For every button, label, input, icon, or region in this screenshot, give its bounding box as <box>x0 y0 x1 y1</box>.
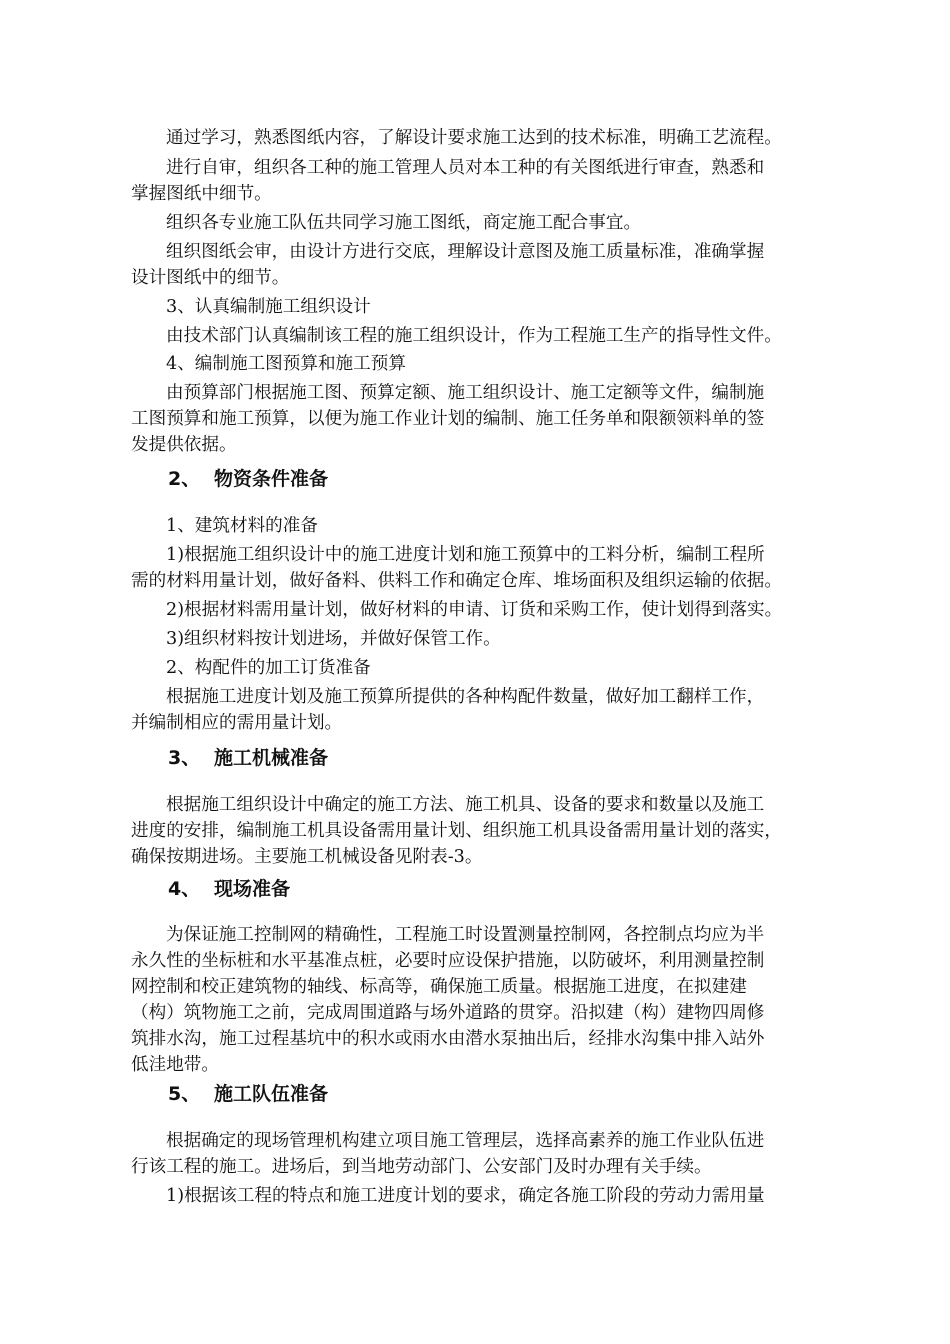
paragraph-line: 进行自审，组织各工种的施工管理人员对本工种的有关图纸进行审查，熟悉和 <box>166 158 765 178</box>
paragraph-line: 根据确定的现场管理机构建立项目施工管理层，选择高素养的施工作业队伍进 <box>166 1131 765 1151</box>
paragraph-line: 并编制相应的需用量计划。 <box>131 713 343 733</box>
paragraph-line: 低洼地带。 <box>131 1055 219 1075</box>
subheading-line: 4、编制施工图预算和施工预算 <box>166 354 406 374</box>
paragraph-line: 由预算部门根据施工图、预算定额、施工组织设计、施工定额等文件，编制施 <box>166 383 765 403</box>
paragraph-line: 发提供依据。 <box>131 435 237 455</box>
section-number: 5、 <box>168 1083 201 1105</box>
section-number: 2、 <box>168 468 201 490</box>
section-title: 物资条件准备 <box>214 468 329 490</box>
paragraph-line: 2)根据材料需用量计划，做好材料的申请、订货和采购工作，使计划得到落实。 <box>166 600 783 620</box>
paragraph-line: 进度的安排，编制施工机具设备需用量计划、组织施工机具设备需用量计划的落实， <box>131 821 782 841</box>
paragraph-line: 根据施工进度计划及施工预算所提供的各种构配件数量，做好加工翻样工作， <box>166 687 765 707</box>
paragraph-line: 为保证施工控制网的精确性，工程施工时设置测量控制网，各控制点均应为半 <box>166 925 765 945</box>
section-number: 4、 <box>168 878 201 900</box>
paragraph-line: 设计图纸中的细节。 <box>131 268 290 288</box>
paragraph-line: 需的材料用量计划，做好备料、供料工作和确定仓库、堆场面积及组织运输的依据。 <box>131 571 782 591</box>
section-heading <box>168 877 290 901</box>
paragraph-line: 通过学习，熟悉图纸内容，了解设计要求施工达到的技术标准，明确工艺流程。 <box>166 128 782 148</box>
paragraph-line: 组织图纸会审，由设计方进行交底，理解设计意图及施工质量标准，准确掌握 <box>166 242 765 262</box>
subheading-line: 3、认真编制施工组织设计 <box>166 297 371 317</box>
paragraph-line: 确保按期进场。主要施工机械设备见附表-3。 <box>131 847 483 867</box>
paragraph-line: 行该工程的施工。进场后，到当地劳动部门、公安部门及时办理有关手续。 <box>131 1157 712 1177</box>
section-heading <box>168 467 328 491</box>
paragraph-line: 组织各专业施工队伍共同学习施工图纸，商定施工配合事宜。 <box>166 213 642 233</box>
paragraph-line: 工图预算和施工预算，以便为施工作业计划的编制、施工任务单和限额领料单的签 <box>131 409 765 429</box>
paragraph-line: 掌握图纸中细节。 <box>131 184 272 204</box>
paragraph-line: 由技术部门认真编制该工程的施工组织设计，作为工程施工生产的指导性文件。 <box>166 326 782 346</box>
subheading-line: 1、建筑材料的准备 <box>166 516 318 536</box>
subheading-line: 2、构配件的加工订货准备 <box>166 658 371 678</box>
section-number: 3、 <box>168 747 201 769</box>
section-title: 施工机械准备 <box>214 747 329 769</box>
paragraph-line: 1)根据该工程的特点和施工进度计划的要求，确定各施工阶段的劳动力需用量 <box>166 1186 765 1206</box>
section-title: 现场准备 <box>214 878 291 900</box>
paragraph-line: 永久性的坐标桩和水平基准点桩，必要时应设保护措施，以防破坏，利用测量控制 <box>131 951 765 971</box>
paragraph-line: 根据施工组织设计中确定的施工方法、施工机具、设备的要求和数量以及施工 <box>166 795 765 815</box>
paragraph-line: （构）筑物施工之前，完成周围道路与场外道路的贯穿。沿拟建（构）建物四周修 <box>131 1003 765 1023</box>
section-heading <box>168 1082 328 1106</box>
section-title: 施工队伍准备 <box>214 1083 329 1105</box>
paragraph-line: 网控制和校正建筑物的轴线、标高等，确保施工质量。根据施工进度，在拟建建 <box>131 977 747 997</box>
paragraph-line: 1)根据施工组织设计中的施工进度计划和施工预算中的工料分析，编制工程所 <box>166 545 765 565</box>
section-heading <box>168 746 328 770</box>
paragraph-line: 筑排水沟，施工过程基坑中的积水或雨水由潜水泵抽出后，经排水沟集中排入站外 <box>131 1029 765 1049</box>
paragraph-line: 3)组织材料按计划进场，并做好保管工作。 <box>166 629 501 649</box>
